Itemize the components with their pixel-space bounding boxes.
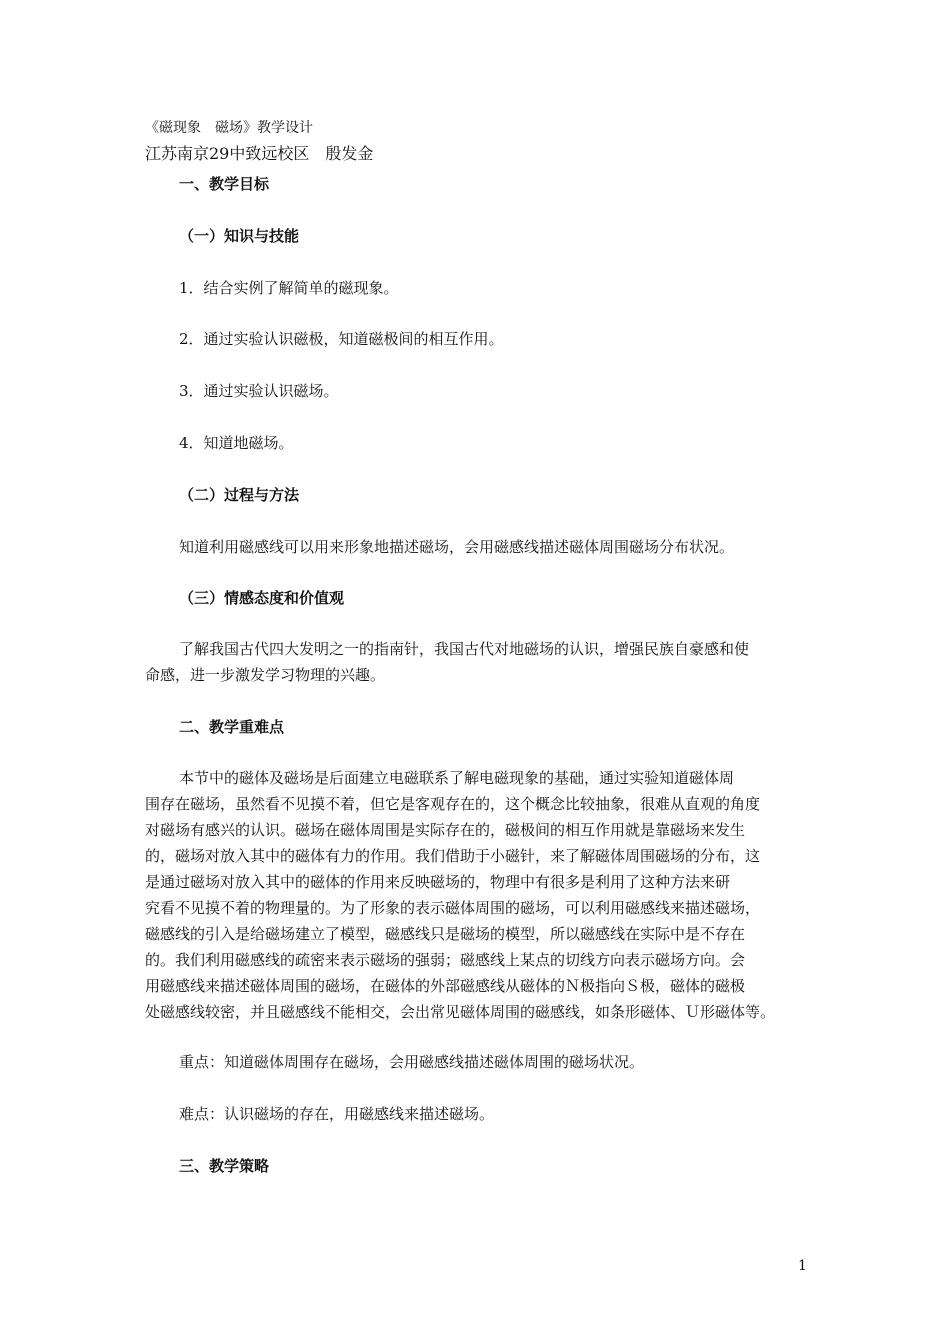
paragraph-line: 是通过磁场对放入其中的磁体的作用来反映磁场的，物理中有很多是利用了这种方法来研 [145,873,731,891]
document-title: 《磁现象 磁场》教学设计 [145,120,313,136]
list-item: 3．通过实验认识磁场。 [179,382,339,400]
paragraph-line: 本节中的磁体及磁场是后面建立电磁联系了解电磁现象的基础，通过实验知道磁体周 [179,769,735,787]
page-number: 1 [798,1258,807,1274]
key-difficult-paragraph [145,765,817,1025]
subsection-process-methods: （二）过程与方法 [179,486,300,504]
paragraph-line: 磁感线的引入是给磁场建立了模型，磁感线只是磁场的模型，所以磁感线在实际中是不存在 [145,925,746,943]
key-point-text: 重点：知道磁体周围存在磁场，会用磁感线描述磁体周围的磁场状况。 [179,1053,645,1071]
section-heading-strategy: 三、教学策略 [179,1157,270,1175]
list-item: 4．知道地磁场。 [179,434,294,452]
process-methods-text: 知道利用磁感线可以用来形象地描述磁场，会用磁感线描述磁体周围磁场分布状况。 [179,538,735,556]
paragraph-line: 围存在磁场，虽然看不见摸不着，但它是客观存在的，这个概念比较抽象，很难从直观的角度 [145,795,761,813]
list-item: 2．通过实验认识磁极，知道磁极间的相互作用。 [179,330,504,348]
subsection-emotion-values: （三）情感态度和价值观 [179,589,345,607]
paragraph-line: 用磁感线来描述磁体周围的磁场，在磁体的外部磁感线从磁体的Ｎ极指向Ｓ极，磁体的磁极 [145,977,746,995]
paragraph-line: 究看不见摸不着的物理量的。为了形象的表示磁体周围的磁场，可以利用磁感线来描述磁场， [145,899,761,917]
paragraph-line: 对磁场有感兴的认识。磁场在磁体周围是实际存在的，磁极间的相互作用就是靠磁场来发生 [145,821,746,839]
paragraph-line: 命感，进一步激发学习物理的兴趣。 [145,666,386,684]
paragraph-line: 处磁感线较密，并且磁感线不能相交，会出常见磁体周围的磁感线，如条形磁体、Ｕ形磁体等。 [145,1003,776,1021]
list-item: 1．结合实例了解简单的磁现象。 [179,279,399,297]
paragraph-line: 的。我们利用磁感线的疏密来表示磁场的强弱；磁感线上某点的切线方向表示磁场方向。会 [145,951,746,969]
paragraph-line: 了解我国古代四大发明之一的指南针，我国古代对地磁场的认识，增强民族自豪感和使 [179,640,750,658]
section-heading-objectives: 一、教学目标 [179,175,270,193]
difficult-point-text: 难点：认识磁场的存在，用磁感线来描述磁场。 [179,1105,495,1123]
subsection-knowledge-skills: （一）知识与技能 [179,227,300,245]
section-heading-key-difficult: 二、教学重难点 [179,718,285,736]
paragraph-line: 的，磁场对放入其中的磁体有力的作用。我们借助于小磁针，来了解磁体周围磁场的分布，这 [145,847,761,865]
author-line: 江苏南京29中致远校区 殷发金 [145,144,374,163]
emotion-values-paragraph [145,636,817,688]
